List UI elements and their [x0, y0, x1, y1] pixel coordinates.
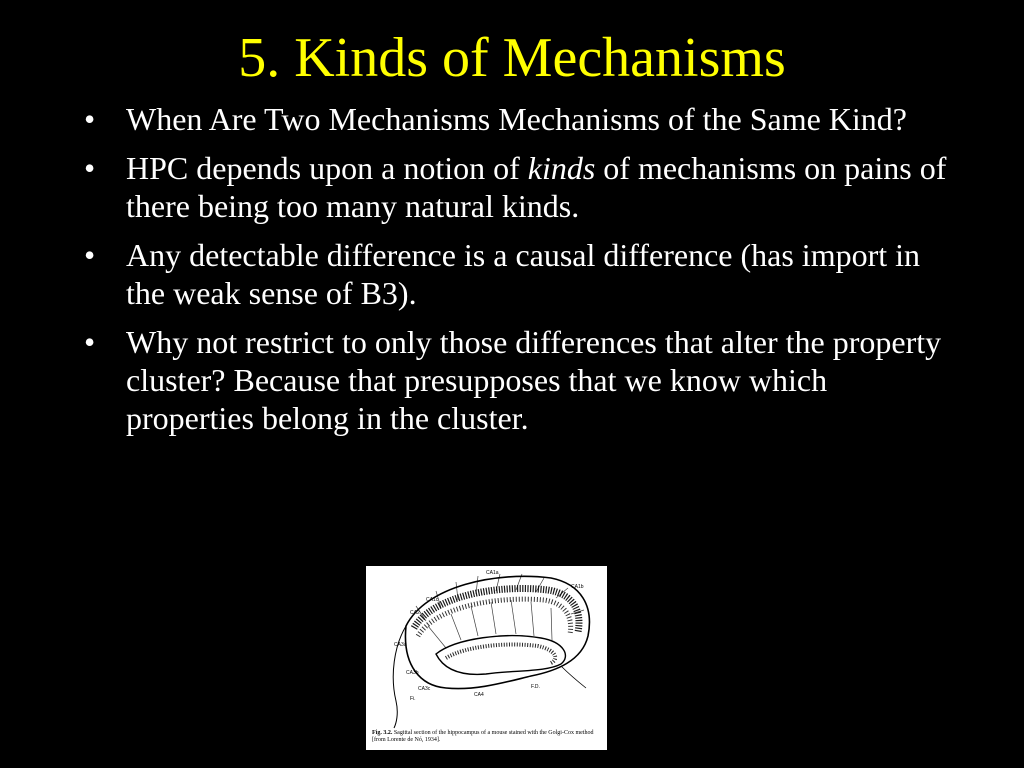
bullet-item-4	[84, 323, 954, 437]
hippocampus-figure	[366, 566, 607, 750]
slide-title: 5. Kinds of Mechanisms	[238, 27, 786, 89]
bullet-icon: •	[84, 101, 96, 137]
label-ca1c: CA1c	[426, 597, 439, 603]
label-ca1b: CA1b	[571, 584, 584, 590]
label-ca4: CA4	[474, 692, 484, 698]
hippocampus-drawing	[366, 566, 607, 750]
bullet-text-pre: HPC depends upon a notion of	[126, 150, 528, 186]
label-ca2: CA2	[410, 610, 420, 616]
bullet-list	[84, 100, 954, 448]
caption-text: Sagittal section of the hippocampus of a mouse stained with the Golgi-Cox method [from Lorente de Nó, 1934].	[372, 730, 594, 743]
label-fi: Fi.	[410, 696, 416, 702]
bullet-text-emphasis: kinds	[527, 150, 596, 186]
label-ca3b: CA3b	[406, 670, 419, 676]
bullet-text: Why not restrict to only those differences that alter the property cluster? Because that presupposes that we know which properties belong in the cluster.	[126, 324, 942, 436]
bullet-icon: •	[84, 237, 96, 273]
label-ca3c: CA3c	[418, 686, 431, 692]
bullet-icon: •	[84, 150, 96, 186]
label-ca3a: CA3a	[394, 642, 407, 648]
bullet-item-3	[84, 236, 954, 312]
bullet-text-post: of mechanisms on pains of there being too many natural kinds.	[126, 150, 947, 224]
bullet-item-2	[84, 149, 954, 225]
bullet-text: When Are Two Mechanisms Mechanisms of the Same Kind?	[126, 101, 907, 137]
caption-fig-number: Fig. 3.2.	[372, 730, 393, 736]
bullet-text: Any detectable difference is a causal difference (has import in the weak sense of B3).	[126, 237, 921, 311]
label-fd: F.D.	[531, 684, 540, 690]
label-ca1a: CA1a	[486, 570, 499, 576]
figure-caption	[372, 730, 604, 744]
bullet-item-1	[84, 100, 954, 138]
bullet-icon: •	[84, 324, 96, 360]
